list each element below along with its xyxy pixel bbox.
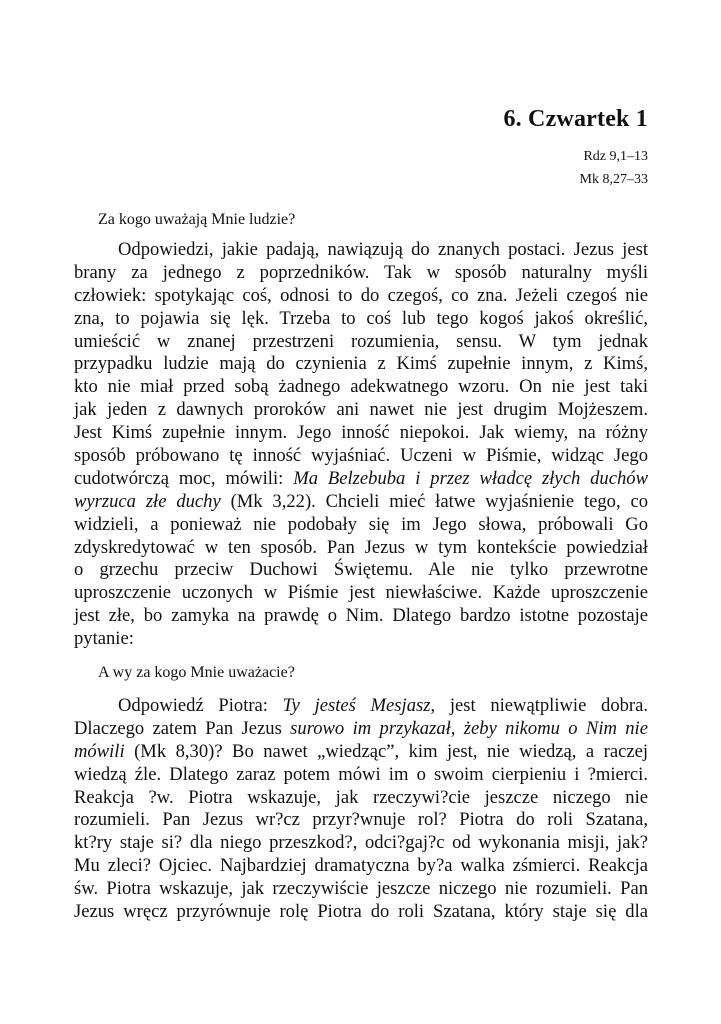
text-line: przypadku ludzie mają do czynienia z Kimś zupełnie innym, z Kimś, bbox=[74, 353, 648, 375]
question-first: Za kogo uważają Mnie ludzie? bbox=[98, 211, 296, 228]
quote-italic: surowo im przykazał, żeby nikomu o Nim nie bbox=[290, 717, 648, 739]
text-line: zdyskredytować w ten sposób. Pan Jezus w tym kontekście powiedział bbox=[74, 536, 648, 558]
text-line: widzieli, a ponieważ nie podobały się im Jego słowa, próbowali Go bbox=[74, 513, 648, 535]
paragraph-first bbox=[74, 239, 648, 651]
text-line bbox=[74, 695, 648, 718]
text-line: pytanie: bbox=[74, 628, 134, 650]
text-line: o grzechu przeciw Duchowi Świętemu. Ale nie tylko przewrotne bbox=[74, 559, 648, 581]
text-line bbox=[74, 491, 648, 514]
quote-italic: Ty jesteś Mesjasz bbox=[282, 695, 431, 716]
text-line bbox=[74, 741, 648, 764]
quote-italic: mówili bbox=[74, 740, 125, 762]
text-line: kt?ry staje si? dla niego przeszkod?, odci?gaj?c od wykonania misji, jak? bbox=[74, 832, 648, 854]
text-line: Reakcja ?w. Piotra wskazuje, jak rzeczywi?cie jeszcze niczego nie bbox=[74, 786, 648, 808]
text-line: Mu zleci? Ojciec. Najbardziej dramatyczna by?a walka zśmierci. Reakcja bbox=[74, 855, 648, 877]
text-line: Jezus wręcz przyrównuje rolę Piotra do roli Szatana, który staje się dla bbox=[74, 901, 648, 923]
paragraph-second bbox=[74, 695, 648, 924]
text-line: rozumieli. Pan Jezus wr?cz przyr?wnuje rol? Piotra do roli Szatana, bbox=[74, 809, 648, 831]
text-segment: Odpowiedź Piotra: bbox=[118, 695, 283, 716]
text-line: św. Piotra wskazuje, jak rzeczywiście jeszcze niczego nie rozumieli. Pan bbox=[74, 878, 648, 900]
chapter-title: 6. Czwartek 1 bbox=[503, 106, 648, 132]
scripture-reference-genesis: Rdz 9,1–13 bbox=[583, 149, 648, 164]
text-line: uproszczenie uczonych w Piśmie jest niewłaściwe. Każde uproszczenie bbox=[74, 582, 648, 604]
text-segment: , jest niewątpliwie dobra. bbox=[430, 695, 649, 716]
text-line: człowiek: spotykając coś, odnosi to do czegoś, co zna. Jeżeli czegoś nie bbox=[74, 284, 648, 306]
text-line: zna, to pojawia się lęk. Trzeba to coś lub tego kogoś jakoś określić, bbox=[74, 307, 648, 329]
text-line bbox=[74, 468, 648, 491]
text-line bbox=[74, 718, 648, 741]
book-page bbox=[74, 0, 648, 1024]
text-line: sposób próbowano tę inność wyjaśniać. Uczeni w Piśmie, widząc Jego bbox=[74, 445, 648, 467]
text-line: jest złe, bo zamyka na prawdę o Nim. Dlatego bardzo istotne pozostaje bbox=[74, 605, 648, 627]
text-line: brany za jednego z poprzedników. Tak w sposób naturalny myśli bbox=[74, 261, 648, 283]
text-segment: cudotwórczą moc, mówili: bbox=[74, 467, 294, 489]
text-line: jak jeden z dawnych proroków ani nawet nie jest drugim Mojżeszem. bbox=[74, 399, 648, 421]
text-segment: (Mk 8,30)? Bo nawet „wiedząc”, kim jest, nie wiedzą, a raczej bbox=[124, 740, 648, 762]
quote-italic: wyrzuca złe duchy bbox=[74, 490, 221, 512]
text-line: Jest Kimś zupełnie innym. Jego inność niepokoi. Jak wiemy, na różny bbox=[74, 422, 648, 444]
scripture-reference-mark: Mk 8,27–33 bbox=[579, 172, 648, 187]
question-second: A wy za kogo Mnie uważacie? bbox=[98, 664, 295, 681]
text-line: umieścić w znanej przestrzeni rozumienia, sensu. W tym jednak bbox=[74, 330, 648, 352]
text-segment: (Mk 3,22). Chcieli mieć łatwe wyjaśnienie tego, co bbox=[220, 490, 648, 512]
text-line: kto nie miał przed sobą żadnego adekwatnego wzoru. On nie jest taki bbox=[74, 376, 648, 398]
text-line: wiedzą źle. Dlatego zaraz potem mówi im o swoim cierpieniu i ?mierci. bbox=[74, 763, 648, 785]
text-segment: Dlaczego zatem Pan Jezus bbox=[74, 717, 291, 739]
quote-italic: Ma Belzebuba i przez władcę złych duchów bbox=[293, 467, 648, 489]
text-line: Odpowiedzi, jakie padają, nawiązują do znanych postaci. Jezus jest bbox=[118, 239, 648, 260]
